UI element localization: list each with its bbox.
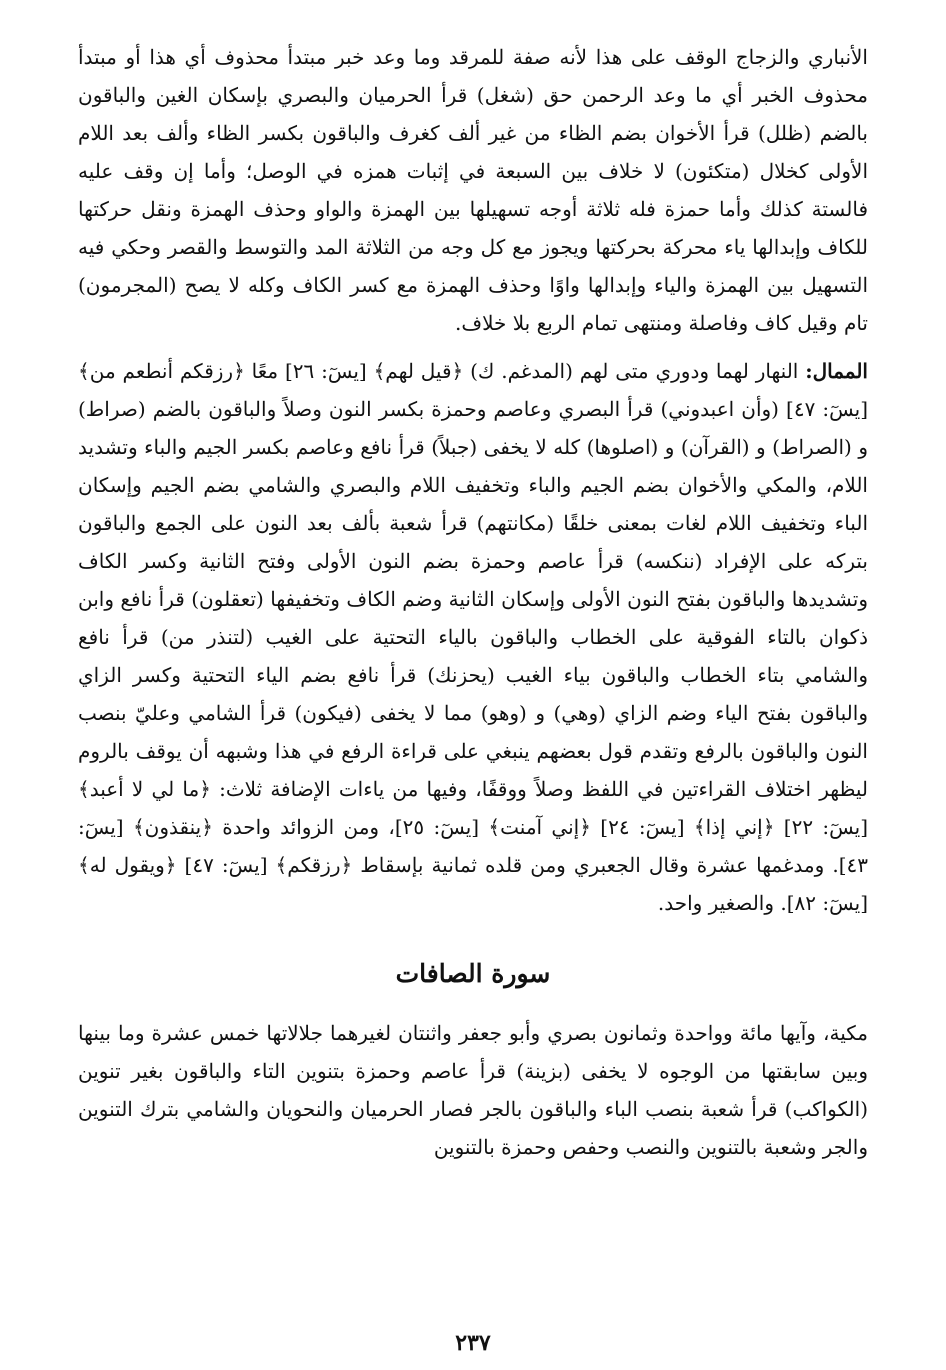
- mumal-heading: الممال:: [805, 359, 868, 383]
- paragraph-1: الأنباري والزجاج الوقف على هذا لأنه صفة للمرقد وما وعد خبر مبتدأ محذوف أي هذا أو مبتدأ محذوف الخبر أي ما وعد الرحمن حق (شغل) قرأ الحرميان والبصري بإسكان الغين والباقون بالضم (ظلل) قرأ الأخوان بضم الظاء من غير ألف كغرف والباقون بكسر الظاء وألف بعد اللام الأولى كخلال (متكئون) لا خلاف بين السبعة في إثبات همزه في الوصل؛ وأما إن وقف عليه فالستة كذلك وأما حمزة فله ثلاثة أوجه تسهيلها بين الهمزة والواو وحذف الهمزة ونقل حركتها للكاف وإبدالها ياء محركة بحركتها ويجوز مع كل وجه من الثلاثة المد والتوسط والقصر وحكي فيه التسهيل بين الهمزة والياء وإبدالها واوًا وحذف الهمزة مع كسر الكاف وكله لا يصح (المجرمون) تام وقيل كاف وفاصلة ومنتهى تمام الربع بلا خلاف.: [78, 45, 868, 335]
- paragraph-mumal: [78, 352, 868, 922]
- page-number: ٢٣٧: [455, 1330, 491, 1356]
- surah-title: سورة الصافات: [395, 959, 551, 988]
- paragraph-3: مكية، وآيها مائة وواحدة وثمانون بصري وأبو جعفر واثنتان لغيرهما جلالاتها خمس عشرة وما بينها وبين سابقتها من الوجوه لا يخفى (بزينة) قرأ عاصم وحمزة بتنوين التاء والباقون بغير تنوين (الكواكب) قرأ شعبة بنصب الباء والباقون بالجر فصار الحرميان والنحويان والشامي بترك التنوين والجر وشعبة بالتنوين والنصب وحفص وحمزة بالتنوين: [78, 1021, 868, 1159]
- paragraph-2-text: النهار لهما ودوري متى لهم (المدغم. ك) ﴿قيل لهم﴾ [يسٓ: ٢٦] معًا ﴿رزقكم أنطعم من﴾ [يسٓ: ٤٧] (وأن اعبدوني) قرأ البصري وعاصم وحمزة بكسر النون وصلاً والباقون بالضم (صراط) و (الصراط) و (القرآن) و (اصلوها) كله لا يخفى (جبلاً) قرأ نافع وعاصم بكسر الجيم والباء وتشديد اللام، والمكي والأخوان بضم الجيم والباء وتخفيف اللام والبصري والشامي بضم الجيم وإسكان الباء وتخفيف اللام لغات بمعنى خلقًا (مكانتهم) قرأ شعبة بألف بعد النون على الجمع والباقون بتركه على الإفراد (ننكسه) قرأ عاصم وحمزة بضم النون الأولى وفتح الثانية وكسر الكاف وتشديدها والباقون بفتح النون الأولى وإسكان الثانية وضم الكاف وتخفيفها (تعقلون) قرأ نافع وابن ذكوان بالتاء الفوقية على الخطاب والباقون بالياء التحتية على الغيب (لتنذر من) قرأ نافع والشامي بتاء الخطاب والباقون بياء الغيب (يحزنك) قرأ نافع بضم الياء التحتية وكسر الزاي والباقون بفتح الياء وضم الزاي (وهي) و (وهو) مما لا يخفى (فيكون) قرأ الشامي وعليّ بنصب النون والباقون بالرفع وتقدم قول بعضهم ينبغي على قراءة الرفع في هذا وشبهه أن يوقف بالروم ليظهر اختلاف القراءتين في اللفظ وصلاً ووقفًا، وفيها من ياءات الإضافة ثلاث: ﴿ما لي لا أعبد﴾ [يسٓ: ٢٢] ﴿إني إذا﴾ [يسٓ: ٢٤] ﴿إني آمنت﴾ [يسٓ: ٢٥]، ومن الزوائد واحدة ﴿ينقذون﴾ [يسٓ: ٤٣]. ومدغمها عشرة وقال الجعبري ومن قلده ثمانية بإسقاط ﴿رزقكم﴾ [يسٓ: ٤٧] ﴿ويقول له﴾ [يسٓ: ٨٢]. والصغير واحد.: [78, 359, 869, 915]
- document-page: [78, 38, 868, 1340]
